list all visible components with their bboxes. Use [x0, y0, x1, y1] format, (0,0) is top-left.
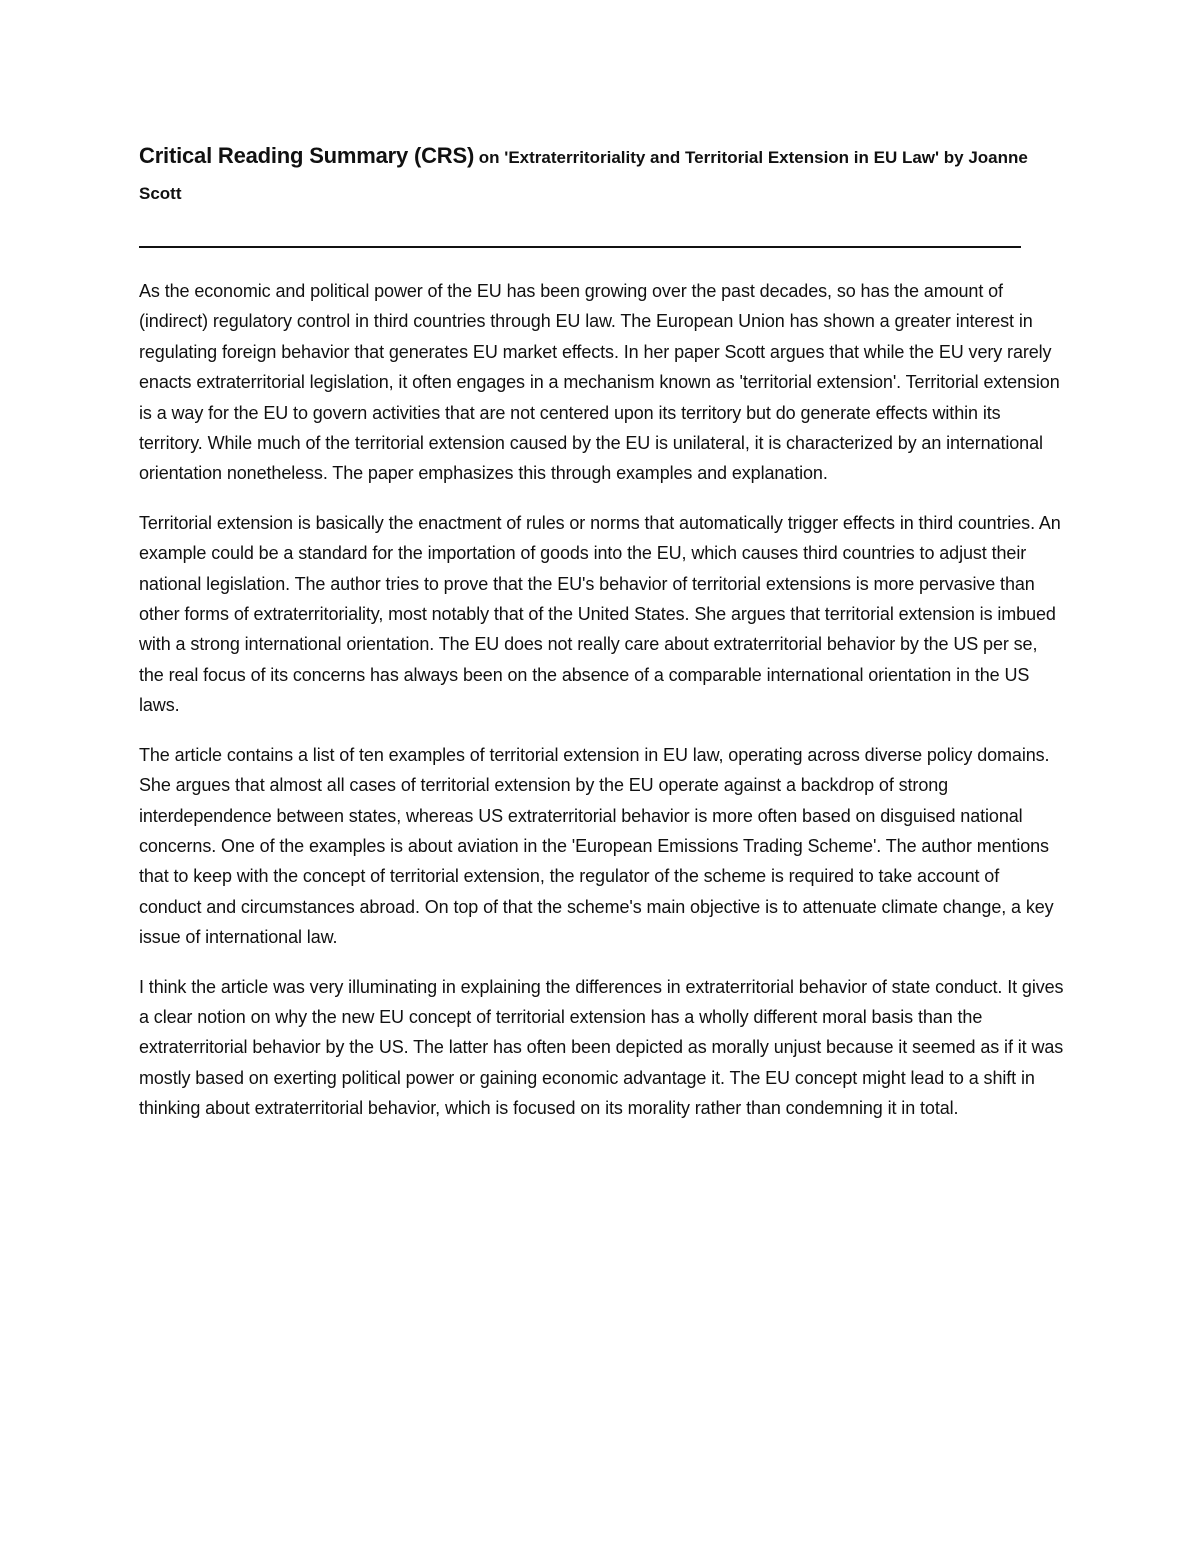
- document-title: [139, 138, 1069, 212]
- document-body: [139, 276, 1064, 1143]
- title-divider: [139, 246, 1021, 248]
- title-main: Critical Reading Summary (CRS): [139, 143, 475, 168]
- paragraph-1: As the economic and political power of the EU has been growing over the past decades, so has the amount of (indirect) regulatory control in third countries through EU law. The European Union has shown a greater interest in regulating foreign behavior that generates EU market effects. In her paper Scott argues that while the EU very rarely enacts extraterritorial legislation, it often engages in a mechanism known as 'territorial extension'. Territorial extension is a way for the EU to govern activities that are not centered upon its territory but do generate effects within its territory. While much of the territorial extension caused by the EU is unilateral, it is characterized by an international orientation nonetheless. The paper emphasizes this through examples and explanation.: [139, 281, 1060, 484]
- paragraph-2: Territorial extension is basically the enactment of rules or norms that automatically trigger effects in third countries. An example could be a standard for the importation of goods into the EU, which causes third countries to adjust their national legislation. The author tries to prove that the EU's behavior of territorial extensions is more pervasive than other forms of extraterritoriality, most notably that of the United States. She argues that territorial extension is imbued with a strong international orientation. The EU does not really care about extraterritorial behavior by the US per se, the real focus of its concerns has always been on the absence of a comparable international orientation in the US laws.: [139, 512, 1061, 716]
- paragraph-3: The article contains a list of ten examples of territorial extension in EU law, operating across diverse policy domains. She argues that almost all cases of territorial extension by the EU operate against a backdrop of strong interdependence between states, whereas US extraterritorial behavior is more often based on disguised national concerns. One of the examples is about aviation in the 'European Emissions Trading Scheme'. The author mentions that to keep with the concept of territorial extension, the regulator of the scheme is required to take account of conduct and circumstances abroad. On top of that the scheme's main objective is to attenuate climate change, a key issue of international law.: [139, 744, 1054, 948]
- title-subject: on 'Extraterritoriality and Territorial Extension in EU Law' by Joanne Scott: [139, 148, 1028, 203]
- paragraph-4: I think the article was very illuminating in explaining the differences in extraterritorial behavior of state conduct. It gives a clear notion on why the new EU concept of territorial extension has a wholly different moral basis than the extraterritorial behavior by the US. The latter has often been depicted as morally unjust because it seemed as if it was mostly based on exerting political power or gaining economic advantage it. The EU concept might lead to a shift in thinking about extraterritorial behavior, which is focused on its morality rather than condemning it in total.: [139, 976, 1064, 1119]
